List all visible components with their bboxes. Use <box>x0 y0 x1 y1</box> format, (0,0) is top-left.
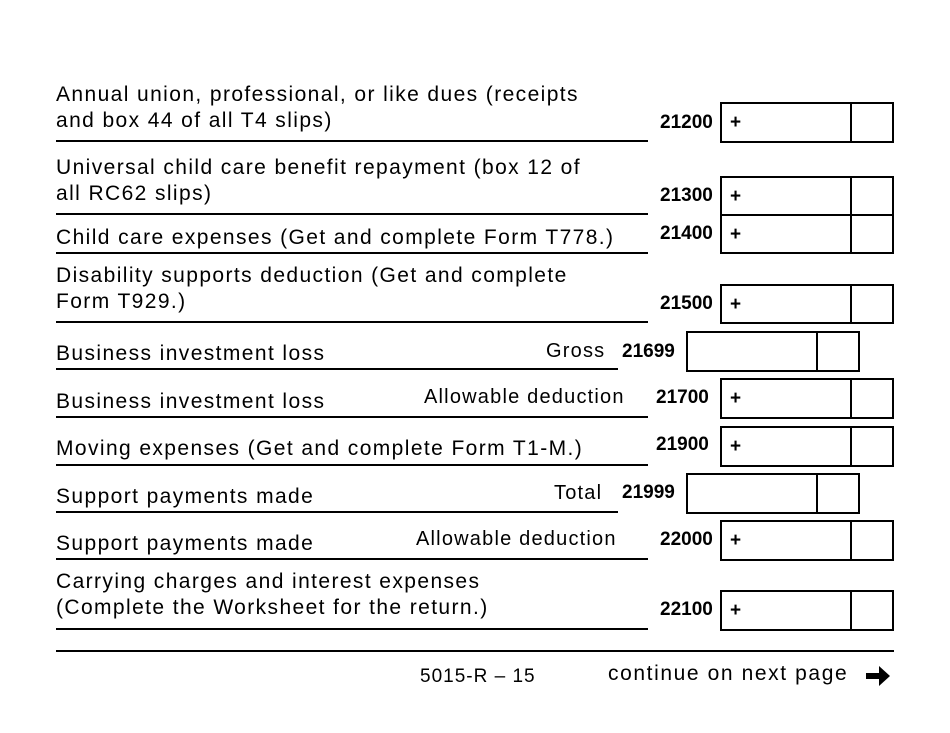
line-description: Universal child care benefit repayment (box 12 of all RC62 slips) <box>56 156 582 205</box>
plus-sign: + <box>730 294 742 315</box>
line-description: Support payments made <box>56 532 315 555</box>
line-code: 21999 <box>622 482 675 503</box>
plus-sign: + <box>730 388 742 409</box>
side-label: Allowable deduction <box>416 528 617 550</box>
line-description: Business investment loss <box>56 390 326 413</box>
cents-field[interactable] <box>850 216 852 252</box>
divider <box>56 140 648 142</box>
amount-field[interactable] <box>720 378 894 419</box>
cents-field[interactable] <box>816 475 818 512</box>
amount-field[interactable] <box>720 284 894 324</box>
cents-field[interactable] <box>850 428 852 465</box>
line-description: Support payments made <box>56 485 315 508</box>
amount-field[interactable] <box>720 520 894 561</box>
line-code: 21699 <box>622 341 675 362</box>
plus-sign: + <box>730 112 742 133</box>
line-code: 22000 <box>660 529 713 550</box>
amount-field[interactable] <box>720 214 894 254</box>
divider <box>56 321 648 323</box>
divider <box>56 213 648 215</box>
amount-field[interactable] <box>720 590 894 631</box>
line-description: Business investment loss <box>56 342 326 365</box>
divider <box>56 416 648 418</box>
line-description: Disability supports deduction (Get and complete Form T929.) <box>56 264 568 313</box>
divider <box>56 252 648 254</box>
cents-field[interactable] <box>850 522 852 559</box>
side-label: Allowable deduction <box>424 386 625 408</box>
line-description: Child care expenses (Get and complete Form T778.) <box>56 226 615 249</box>
plus-sign: + <box>730 224 742 245</box>
line-code: 21200 <box>660 112 713 133</box>
line-code: 21300 <box>660 185 713 206</box>
page-number: 5015-R – 15 <box>420 666 536 687</box>
divider <box>56 464 648 466</box>
line-code: 21500 <box>660 293 713 314</box>
cents-field[interactable] <box>816 333 818 370</box>
cents-field[interactable] <box>850 380 852 417</box>
line-code: 21700 <box>656 387 709 408</box>
cents-field[interactable] <box>850 104 852 141</box>
side-label: Gross <box>546 340 606 362</box>
line-code: 22100 <box>660 599 713 620</box>
divider <box>56 511 618 513</box>
line-code: 21400 <box>660 223 713 244</box>
continue-note: continue on next page <box>608 662 849 685</box>
line-description: Annual union, professional, or like dues (receipts and box 44 of all T4 slips) <box>56 83 579 132</box>
cents-field[interactable] <box>850 178 852 214</box>
right-arrow-icon <box>864 664 892 688</box>
divider <box>56 558 648 560</box>
amount-field[interactable] <box>720 102 894 143</box>
cents-field[interactable] <box>850 592 852 629</box>
amount-field[interactable] <box>686 331 860 372</box>
side-label: Total <box>554 482 603 504</box>
cents-field[interactable] <box>850 286 852 322</box>
line-code: 21900 <box>656 434 709 455</box>
amount-field[interactable] <box>720 426 894 467</box>
divider <box>56 368 618 370</box>
line-description: Moving expenses (Get and complete Form T1-M.) <box>56 437 584 460</box>
amount-field[interactable] <box>720 176 894 216</box>
footer-rule <box>56 650 894 652</box>
amount-field[interactable] <box>686 473 860 514</box>
plus-sign: + <box>730 530 742 551</box>
divider <box>56 628 648 630</box>
line-description: Carrying charges and interest expenses (Complete the Worksheet for the return.) <box>56 570 489 619</box>
plus-sign: + <box>730 600 742 621</box>
plus-sign: + <box>730 186 742 207</box>
plus-sign: + <box>730 436 742 457</box>
